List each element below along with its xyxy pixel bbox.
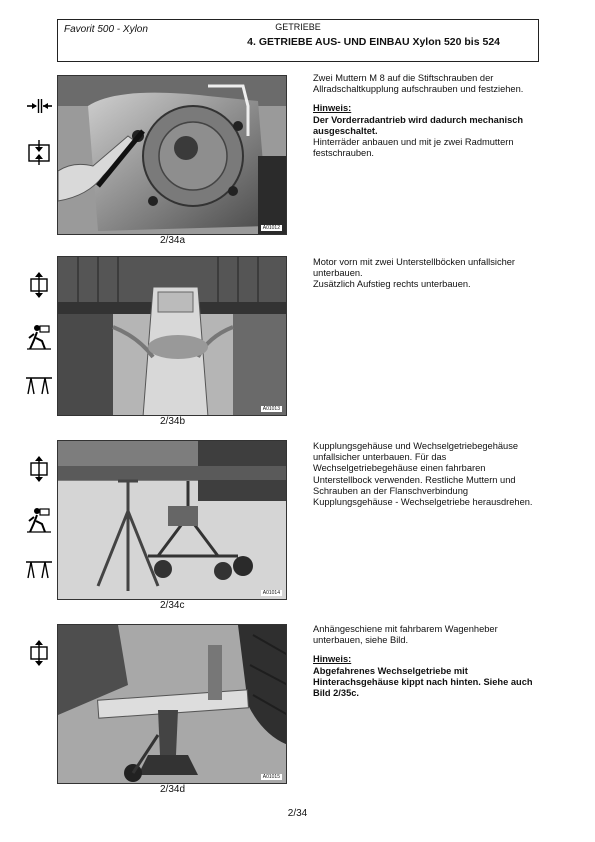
figure-2-34d <box>57 624 287 784</box>
figure-2-34c <box>57 440 287 600</box>
page-header <box>57 19 539 62</box>
page-number: 2/34 <box>287 808 308 819</box>
hinweis-label: Hinweis: <box>313 654 352 665</box>
step-text <box>313 441 538 508</box>
model-name: Favorit 500 - Xylon <box>64 24 148 35</box>
figure-caption: 2/34b <box>160 416 186 427</box>
lift-support-icon <box>25 640 53 666</box>
page-title: 4. GETRIEBE AUS- UND EINBAU Xylon 520 bis 524 <box>247 36 500 48</box>
instruction-text: Kupplungsgehäuse und Wechselgetriebegehäuse unfallsicher unterbauen. Für das Wechselgetriebegehäuse einen fahrbaren Unterstellbock verwenden. Restliche Muttern und Schrauben an der Flanschverbindung Kupplungsgehäuse - Wechselgetriebe herausdrehen. <box>313 441 533 508</box>
instruction-text: Motor vorn mit zwei Unterstellböcken unfallsicher unterbauen. <box>313 257 516 279</box>
figure-photo <box>58 257 287 416</box>
image-code: A01014 <box>262 590 280 596</box>
step-text <box>313 257 538 291</box>
figure-photo <box>58 441 287 600</box>
hinweis-text: Abgefahrenes Wechselgetriebe mit Hinterachsgehäuse kippt nach hinten. Siehe auch Bild 2/35c. <box>313 665 533 699</box>
step-text <box>313 73 538 159</box>
figure-caption: 2/34a <box>160 235 186 246</box>
person-safety-icon <box>25 507 53 533</box>
image-code: A01012 <box>262 225 280 231</box>
lower-support-icon <box>25 140 53 166</box>
figure-caption: 2/34d <box>160 784 186 795</box>
step-text <box>313 624 538 699</box>
tighten-arrows-icon <box>25 93 53 119</box>
person-safety-icon <box>25 324 53 350</box>
trestle-icon <box>25 374 53 400</box>
figure-2-34a <box>57 75 287 235</box>
instruction-text: Zusätzlich Aufstieg rechts unterbauen. <box>313 279 471 290</box>
instruction-text: Zwei Muttern M 8 auf die Stiftschrauben der Allradschaltkupplung aufschrauben und festziehen. <box>313 73 524 95</box>
trestle-icon <box>25 558 53 584</box>
image-code: A01015 <box>262 774 280 780</box>
hinweis-label: Hinweis: <box>313 103 352 114</box>
lift-support-icon <box>25 272 53 298</box>
figure-photo <box>58 76 287 235</box>
figure-caption: 2/34c <box>160 600 185 611</box>
figure-photo <box>58 625 287 784</box>
section-name: GETRIEBE <box>275 22 321 32</box>
figure-2-34b <box>57 256 287 416</box>
image-code: A01013 <box>262 406 280 412</box>
lift-support-icon <box>25 456 53 482</box>
hinweis-text: Der Vorderradantrieb wird dadurch mechanisch ausgeschaltet. <box>313 114 524 136</box>
instruction-text: Hinterräder anbauen und mit je zwei Radmuttern festschrauben. <box>313 137 514 159</box>
instruction-text: Anhängeschiene mit fahrbarem Wagenheber unterbauen, siehe Bild. <box>313 624 498 646</box>
